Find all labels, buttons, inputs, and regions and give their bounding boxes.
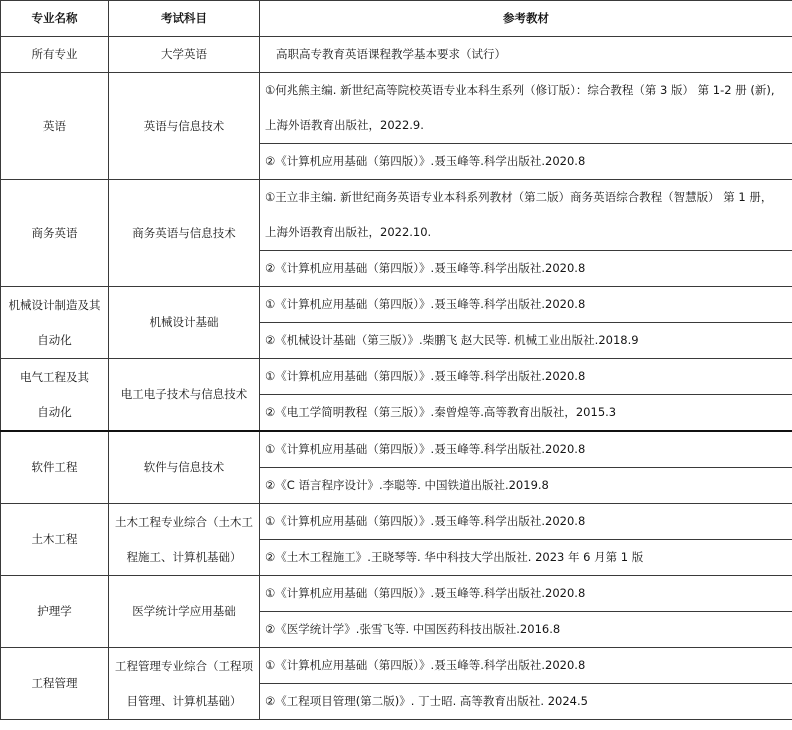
exam-subject-cell xyxy=(109,359,260,432)
textbook-line: ①王立非主编. 新世纪商务英语专业本科系列教材（第二版）商务英语综合教程（智慧版） 第 1 册， xyxy=(265,190,773,204)
header-textbook: 参考教材 xyxy=(260,1,792,37)
textbook-line: ②《计算机应用基础（第四版）》.聂玉峰等.科学出版社.2020.8 xyxy=(265,261,586,275)
textbook-line: ①《计算机应用基础（第四版）》.聂玉峰等.科学出版社.2020.8 xyxy=(265,658,586,672)
textbook-line: ②《医学统计学》.张雪飞等. 中国医药科技出版社.2016.8 xyxy=(265,622,561,636)
table-row xyxy=(1,359,792,395)
exam-subject-cell xyxy=(109,648,260,720)
table-row xyxy=(1,37,792,73)
exam-subject-cell xyxy=(109,180,260,287)
textbook-cell xyxy=(260,504,792,540)
major-name-line: 软件工程 xyxy=(31,460,78,474)
textbook-line: 上海外语教育出版社，2022.9. xyxy=(265,118,424,132)
exam-subject-line: 工程管理专业综合（工程项 xyxy=(115,658,253,673)
textbook-cell xyxy=(260,73,792,144)
major-name-cell xyxy=(1,504,109,576)
major-name-line: 工程管理 xyxy=(31,676,78,690)
textbook-cell xyxy=(260,540,792,576)
textbook-cell xyxy=(260,359,792,395)
textbook-line: ②《土木工程施工》.王晓琴等. 华中科技大学出版社. 2023 年 6 月第 1 版 xyxy=(265,550,644,564)
major-name-line: 土木工程 xyxy=(31,532,78,546)
textbook-line: ①《计算机应用基础（第四版）》.聂玉峰等.科学出版社.2020.8 xyxy=(265,369,586,383)
table-row xyxy=(1,431,792,468)
table-row xyxy=(1,648,792,684)
major-name-cell xyxy=(1,180,109,287)
major-name-cell xyxy=(1,431,109,504)
textbook-line: ①何兆熊主编. 新世纪高等院校英语专业本科生系列（修订版）：综合教程（第 3 版） 第 1-2 册 (新), xyxy=(265,83,775,97)
exam-subject-cell: 大学英语 xyxy=(109,37,260,73)
textbook-line: 上海外语教育出版社，2022.10. xyxy=(265,225,432,239)
textbook-line: ②《计算机应用基础（第四版）》.聂玉峰等.科学出版社.2020.8 xyxy=(265,154,586,168)
major-name-cell xyxy=(1,359,109,432)
textbook-cell xyxy=(260,180,792,251)
major-name-line: 自动化 xyxy=(37,332,72,347)
textbook-cell xyxy=(260,287,792,323)
exam-subject-line: 软件与信息技术 xyxy=(143,460,225,474)
textbook-line: ①《计算机应用基础（第四版）》.聂玉峰等.科学出版社.2020.8 xyxy=(265,297,586,311)
textbook-line: ①《计算机应用基础（第四版）》.聂玉峰等.科学出版社.2020.8 xyxy=(265,586,586,600)
exam-subject-line: 英语与信息技术 xyxy=(143,118,225,133)
major-name-cell xyxy=(1,648,109,720)
textbook-cell xyxy=(260,323,792,359)
header-subject: 考试科目 xyxy=(109,1,260,37)
exam-subject-line: 土木工程专业综合（土木工 xyxy=(115,514,253,529)
exam-subject-cell xyxy=(109,431,260,504)
major-name-cell xyxy=(1,576,109,648)
major-name-line: 自动化 xyxy=(37,404,72,419)
exam-subject-cell xyxy=(109,576,260,648)
textbook-line: ①《计算机应用基础（第四版）》.聂玉峰等.科学出版社.2020.8 xyxy=(265,442,586,456)
major-name-cell: 所有专业 xyxy=(1,37,109,73)
exam-subject-line: 商务英语与信息技术 xyxy=(132,225,236,240)
major-name-cell xyxy=(1,287,109,359)
exam-subject-line: 电工电子技术与信息技术 xyxy=(120,387,248,401)
exam-subject-cell xyxy=(109,287,260,359)
textbook-line: ②《工程项目管理(第二版)》. 丁士昭. 高等教育出版社. 2024.5 xyxy=(265,694,588,708)
table-row xyxy=(1,287,792,323)
textbook-cell xyxy=(260,431,792,468)
exam-subject-cell xyxy=(109,73,260,180)
exam-subject-line: 机械设计基础 xyxy=(149,315,219,329)
textbook-cell xyxy=(260,251,792,287)
textbook-cell xyxy=(260,576,792,612)
header-major: 专业名称 xyxy=(1,1,109,37)
textbook-cell xyxy=(260,395,792,432)
textbook-cell: 高职高专教育英语课程教学基本要求（试行） xyxy=(260,37,792,73)
textbook-line: ①《计算机应用基础（第四版）》.聂玉峰等.科学出版社.2020.8 xyxy=(265,514,586,528)
table-row xyxy=(1,73,792,144)
textbook-cell xyxy=(260,468,792,504)
major-name-line: 护理学 xyxy=(37,604,72,618)
major-name-line: 商务英语 xyxy=(31,225,78,240)
major-name-line: 英语 xyxy=(43,118,66,133)
textbook-line: ②《C 语言程序设计》.李聪等. 中国铁道出版社.2019.8 xyxy=(265,478,549,492)
table-row xyxy=(1,576,792,612)
header-row xyxy=(1,1,792,37)
exam-subject-line: 医学统计学应用基础 xyxy=(132,604,236,618)
textbook-cell xyxy=(260,648,792,684)
exam-subject-line: 程施工、计算机基础） xyxy=(126,549,242,564)
major-name-line: 电气工程及其 xyxy=(20,369,89,384)
textbook-cell xyxy=(260,684,792,720)
textbook-cell xyxy=(260,144,792,180)
textbook-line: ②《电工学简明教程（第三版）》.秦曾煌等.高等教育出版社，2015.3 xyxy=(265,405,617,419)
exam-subject-cell xyxy=(109,504,260,576)
major-name-line: 机械设计制造及其 xyxy=(8,297,101,312)
exam-subject-line: 目管理、计算机基础） xyxy=(126,693,242,708)
textbook-line: ②《机械设计基础（第三版）》.柴鹏飞 赵大民等. 机械工业出版社.2018.9 xyxy=(265,333,639,347)
textbook-cell xyxy=(260,612,792,648)
major-name-cell xyxy=(1,73,109,180)
table-row xyxy=(1,180,792,251)
table-row xyxy=(1,504,792,540)
